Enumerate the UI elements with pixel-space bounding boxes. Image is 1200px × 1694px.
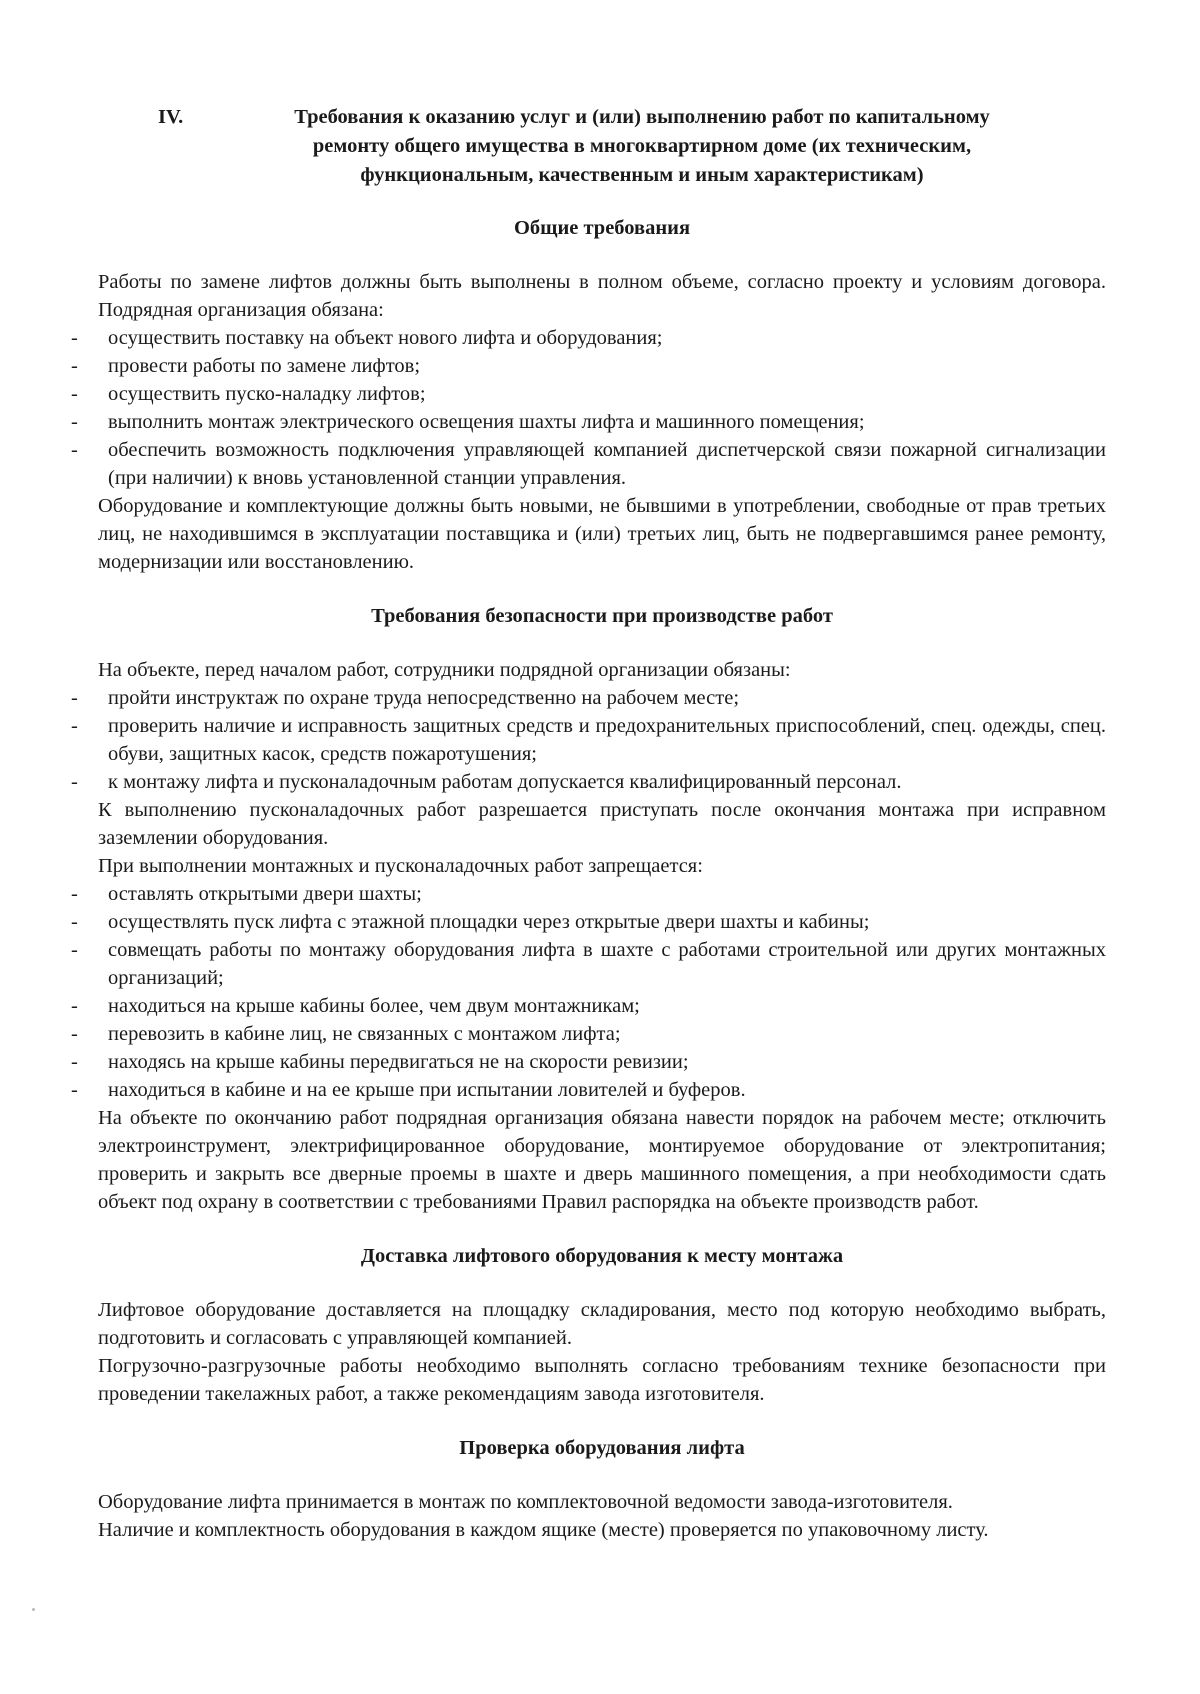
delivery-paragraph-2: Погрузочно-разгрузочные работы необходимо выполнять согласно требованиям технике безопасности при проведении такелажных работ, а также рекомендациям завода изготовителя. — [98, 1355, 1106, 1405]
main-title-line-1: Требования к оказанию услуг и (или) выполнению работ по капитальному — [294, 106, 990, 128]
safety-requirements-section — [98, 602, 1106, 1216]
general-intro: Работы по замене лифтов должны быть выполнены в полном объеме, согласно проекту и условиям договора. Подрядная организация обязана: — [98, 271, 1106, 321]
inspection-paragraph-1: Оборудование лифта принимается в монтаж по комплектовочной ведомости завода-изготовителя. — [98, 1491, 953, 1513]
general-outro: Оборудование и комплектующие должны быть новыми, не бывшими в употреблении, свободные от прав третьих лиц, не находившимся в эксплуатации поставщика и (или) третьих лиц, быть не подвергавшимся ранее ремонту, модернизации или восстановлению. — [98, 495, 1106, 573]
prohibited-actions-list — [98, 880, 1106, 1104]
list-item: - обеспечить возможность подключения управляющей компанией диспетчерской связи пожарной сигнализации (при наличии) к вновь установленной станции управления. — [98, 436, 1106, 492]
general-requirements-heading: Общие требования — [513, 217, 691, 239]
list-item: - осуществить поставку на объект нового лифта и оборудования; — [98, 324, 1106, 352]
list-item: - находиться в кабине и на ее крыше при испытании ловителей и буферов. — [98, 1076, 1106, 1104]
inspection-section — [98, 1434, 1106, 1544]
section-number: IV. — [158, 106, 184, 128]
list-item: - совмещать работы по монтажу оборудования лифта в шахте с работами строительной или других монтажных организаций; — [98, 936, 1106, 992]
inspection-heading: Проверка оборудования лифта — [459, 1437, 745, 1459]
list-item: - осуществить пуско-наладку лифтов; — [98, 380, 1106, 408]
list-item: - перевозить в кабине лиц, не связанных с монтажом лифта; — [98, 1020, 1106, 1048]
main-title-line-2: ремонту общего имущества в многоквартирном доме (их техническим, — [312, 135, 972, 157]
contractor-duties-list — [98, 324, 1106, 492]
list-item: - находясь на крыше кабины передвигаться не на скорости ревизии; — [98, 1048, 1106, 1076]
list-item: - оставлять открытыми двери шахты; — [98, 880, 1106, 908]
list-item: - проверить наличие и исправность защитных средств и предохранительных приспособлений, спец. одежды, спец. обуви, защитных касок, средств пожаротушения; — [98, 712, 1106, 768]
safety-intro: На объекте, перед началом работ, сотрудники подрядной организации обязаны: — [98, 659, 791, 681]
commissioning-paragraph: К выполнению пусконаладочных работ разрешается приступать после окончания монтажа при исправном заземлении оборудования. — [98, 799, 1106, 849]
general-requirements-section — [98, 214, 1106, 576]
safety-requirements-heading: Требования безопасности при производстве работ — [371, 605, 833, 627]
document-page — [98, 103, 1106, 1544]
inspection-paragraph-2: Наличие и комплектность оборудования в каждом ящике (месте) проверяется по упаковочному листу. — [98, 1519, 989, 1541]
list-item: - находиться на крыше кабины более, чем двум монтажникам; — [98, 992, 1106, 1020]
delivery-section — [98, 1242, 1106, 1408]
list-item: - к монтажу лифта и пусконаладочным работам допускается квалифицированный персонал. — [98, 768, 1106, 796]
safety-duties-list — [98, 684, 1106, 796]
site-closing-paragraph: На объекте по окончанию работ подрядная организация обязана навести порядок на рабочем месте; отключить электроинструмент, электрифицированное оборудование, монтируемое оборудование от электропитания; проверить и закрыть все дверные проемы в шахте и дверь машинного помещения, а при необходимости сдать объект под охрану в соответствии с требованиями Правил распорядка на объекте производств работ. — [98, 1107, 1106, 1213]
delivery-paragraph-1: Лифтовое оборудование доставляется на площадку складирования, место под которую необходимо выбрать, подготовить и согласовать с управляющей компанией. — [98, 1299, 1106, 1349]
main-title — [98, 103, 1106, 190]
prohibited-intro: При выполнении монтажных и пусконаладочных работ запрещается: — [98, 855, 703, 877]
list-item: - провести работы по замене лифтов; — [98, 352, 1106, 380]
scan-artifact — [32, 1608, 35, 1611]
list-item: - осуществлять пуск лифта с этажной площадки через открытые двери шахты и кабины; — [98, 908, 1106, 936]
main-title-line-3: функциональным, качественным и иным характеристикам) — [360, 164, 924, 186]
delivery-heading: Доставка лифтового оборудования к месту монтажа — [360, 1245, 844, 1267]
list-item: - выполнить монтаж электрического освещения шахты лифта и машинного помещения; — [98, 408, 1106, 436]
list-item: - пройти инструктаж по охране труда непосредственно на рабочем месте; — [98, 684, 1106, 712]
